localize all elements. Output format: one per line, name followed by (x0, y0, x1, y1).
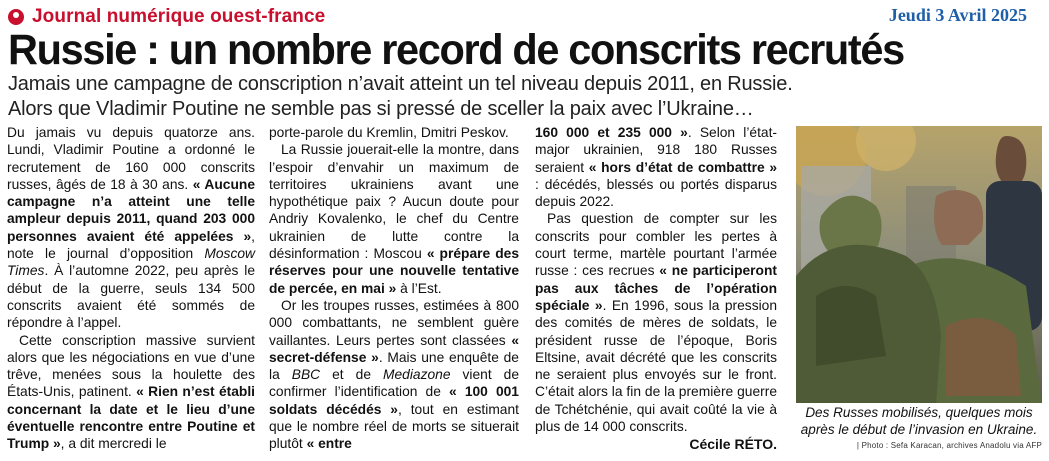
photo-credit: | Photo : Sefa Karacan, archives Anadolu via AFP (856, 441, 1042, 450)
paragraph: Pas question de compter sur les conscrits pour combler les pertes à court terme, martèle pourtant l’armée russe : ces recrues « ne participeront pas aux tâches de l’opération spéciale ». En 1996, sous la pression des comités de mères de soldats, le président russe de l’époque, Boris Eltsine, avait décrété que les conscrits ne seraient plus envoyés sur le front. C’était alors la fin de la première guerre de Tchétchénie, qui avait coûté la vie à plus de 14 000 conscrits. (535, 211, 778, 435)
quote: « hors d’état de combattre » (588, 159, 777, 175)
quote: « Aucune campagne n’a atteint une telle ampleur depuis 2011, quand 203 000 personnes avaient été appelées » (7, 176, 255, 244)
paragraph: La Russie jouerait-elle la montre, dans l’espoir d’envahir un maximum de territoires ukrainiens avant une hypothétique paix ? Aucun doute pour Andriy Kovalenko, le chef du Centre ukrainien de lutte contre la désinformation : Moscou « prépare des réserves pour une nouvelle tentative de percée, en mai » à l’Est. (269, 142, 519, 296)
quote: « ne participeront pas aux tâches de l’opération spéciale » (535, 263, 777, 313)
quote: « Rien n’est établi concernant la date et le lieu d’une éventuelle rencontre entre Poutine et Trump » (7, 384, 255, 452)
quote: 160 000 et 235 000 » (535, 125, 688, 140)
paragraph: porte-parole du Kremlin, Dmitri Peskov. (269, 125, 509, 140)
quote: « entre (306, 436, 352, 452)
publication-name: Moscow Times (7, 246, 255, 279)
article-column-2 (269, 124, 519, 453)
quote: « secret-défense » (269, 332, 519, 365)
photo-caption: Des Russes mobilisés, quelques mois après le début de l’invasion en Ukraine. (800, 405, 1038, 437)
journal-name: Journal numérique ouest-france (32, 6, 326, 27)
standfirst-line-2: Alors que Vladimir Poutine ne semble pas si pressé de sceller la paix avec l’Ukraine… (8, 98, 754, 120)
article-column-3 (535, 124, 777, 435)
paragraph: Du jamais vu depuis quatorze ans. Lundi, Vladimir Poutine a ordonné le recrutement de 160 000 conscrits russes, âgés de 18 à 30 ans. « Aucune campagne n’a atteint une telle ampleur depuis 2011, quand 203 000 personnes avaient été appelées », note le journal d’opposition Moscow Times. À l’automne 2022, peu après le début de la guerre, seuls 134 500 conscrits avaient été sommés de répondre à l’appel. (7, 125, 255, 331)
ouest-france-logo-icon (8, 9, 24, 25)
headline: Russie : un nombre record de conscrits recrutés (8, 26, 904, 74)
paragraph: Or les troupes russes, estimées à 800 000 combattants, ne semblent guère vaillantes. Leurs pertes sont classées « secret-défense ». Mais une enquête de la BBC et de Mediazone vient de confirmer l’identification de « 100 001 soldats décédés », tout en estimant que le nombre réel de morts se situerait plutôt « entre (269, 297, 519, 452)
paragraph: Cette conscription massive survient alors que les négociations en vue d’une trêve, menées sous la houlette des États-Unis, patinent. « Rien n’est établi concernant la date et le lieu d’une éventuelle rencontre entre Poutine et Trump », a dit mercredi le (7, 332, 255, 452)
soldiers-photo-illustration (796, 126, 1042, 403)
author-signature: Cécile RÉTO. (689, 436, 777, 452)
masthead (8, 6, 325, 28)
paragraph: 160 000 et 235 000 ». Selon l’état-major ukrainien, 918 180 Russes seraient « hors d’état de combattre » : décédés, blessés ou portés disparus depuis 2022. (535, 125, 778, 210)
publication-date: Jeudi 3 Avril 2025 (888, 5, 1027, 25)
quote: « 100 001 soldats décédés » (269, 384, 519, 417)
standfirst-line-1: Jamais une campagne de conscription n’avait atteint un tel niveau depuis 2011, en Russie. (8, 73, 793, 95)
article-photo (796, 126, 1042, 403)
quote: « prépare des réserves pour une nouvelle tentative de percée, en mai » (269, 246, 519, 296)
article-column-1 (7, 124, 255, 453)
